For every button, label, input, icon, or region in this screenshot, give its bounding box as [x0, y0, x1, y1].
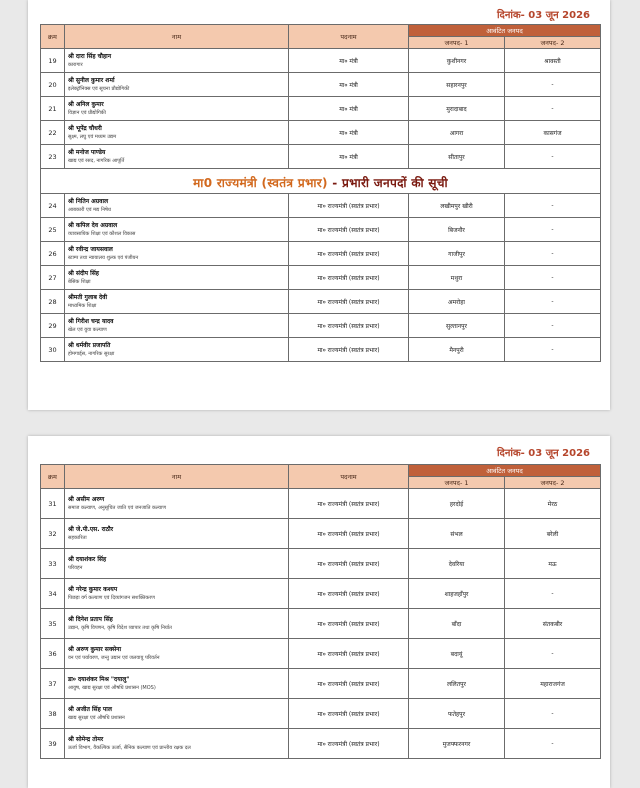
district-2: -: [505, 266, 601, 290]
district-2: -: [505, 699, 601, 729]
table-row: [41, 145, 601, 169]
minister-name: श्री नरेन्द्र कुमार कश्यप: [68, 585, 118, 593]
designation: मा० राज्यमंत्री (स्वतंत्र प्रभार): [289, 609, 409, 639]
district-2: मेरठ: [505, 489, 601, 519]
department: खेल एवं युवा कल्याण: [68, 326, 107, 333]
serial-number: 25: [41, 218, 65, 242]
table-body-ministers: [41, 49, 601, 169]
serial-number: 34: [41, 579, 65, 609]
serial-number: 26: [41, 242, 65, 266]
serial-number: 35: [41, 609, 65, 639]
minister-name: श्री कपिल देव अग्रवाल: [68, 221, 118, 229]
district-1: कुशीनगर: [409, 49, 505, 73]
table-row: [41, 242, 601, 266]
district-2: -: [505, 579, 601, 609]
designation: मा० राज्यमंत्री (स्वतंत्र प्रभार): [289, 489, 409, 519]
district-2: कासगंज: [505, 121, 601, 145]
serial-number: 32: [41, 519, 65, 549]
name-cell: [65, 194, 289, 218]
col-header-allotted-districts: आवंटित जनपद: [409, 465, 601, 477]
serial-number: 29: [41, 314, 65, 338]
designation: मा० राज्यमंत्री (स्वतंत्र प्रभार): [289, 669, 409, 699]
department: इलेक्ट्रॉनिक्स एवं सूचना प्रौद्योगिकी: [68, 85, 130, 92]
designation: मा० मंत्री: [289, 121, 409, 145]
table-row: [41, 218, 601, 242]
district-2: -: [505, 73, 601, 97]
district-1: संभल: [409, 519, 505, 549]
district-1: लखीमपुर खीरी: [409, 194, 505, 218]
col-header-post: पदनाम: [289, 465, 409, 489]
designation: मा० राज्यमंत्री (स्वतंत्र प्रभार): [289, 218, 409, 242]
district-2: -: [505, 97, 601, 121]
district-1: सहारनपुर: [409, 73, 505, 97]
section-heading: [193, 174, 448, 191]
district-2: -: [505, 194, 601, 218]
department: विज्ञान एवं प्रौद्योगिकी: [68, 109, 106, 116]
district-1: ललितपुर: [409, 669, 505, 699]
district-2: श्रावस्ती: [505, 49, 601, 73]
district-2: -: [505, 145, 601, 169]
state-minister-district-table: [40, 464, 601, 759]
name-cell: [65, 242, 289, 266]
serial-number: 21: [41, 97, 65, 121]
name-cell: [65, 549, 289, 579]
designation: मा० राज्यमंत्री (स्वतंत्र प्रभार): [289, 699, 409, 729]
name-cell: [65, 639, 289, 669]
minister-name: डा० दयाशंकर मिश्र "दयालु": [68, 675, 130, 683]
department: आयुष, खाद्य सुरक्षा एवं औषधि प्रशासन (MOS): [68, 684, 156, 691]
department: खाद्य एवं रसद, नागरिक आपूर्ति: [68, 157, 125, 164]
designation: मा० राज्यमंत्री (स्वतंत्र प्रभार): [289, 639, 409, 669]
col-header-allotted-districts: आवंटित जनपद: [409, 25, 601, 37]
serial-number: 37: [41, 669, 65, 699]
serial-number: 36: [41, 639, 65, 669]
document-page-2: [28, 436, 610, 788]
section-heading-row: [41, 169, 601, 194]
col-header-sn: क्रम: [41, 25, 65, 49]
minister-name: श्री दिनेश प्रताप सिंह: [68, 615, 113, 623]
district-2: -: [505, 729, 601, 759]
serial-number: 24: [41, 194, 65, 218]
table-row: [41, 97, 601, 121]
name-cell: [65, 290, 289, 314]
minister-name: श्री सोमेन्द्र तोमर: [68, 735, 104, 743]
table-body-state-ministers: [41, 194, 601, 362]
name-cell: [65, 218, 289, 242]
district-1: आगरा: [409, 121, 505, 145]
district-1: गाजीपुर: [409, 242, 505, 266]
document-page-1: [28, 0, 610, 410]
district-1: मैनपुरी: [409, 338, 505, 362]
minister-name: श्री दारा सिंह चौहान: [68, 52, 112, 60]
designation: मा० मंत्री: [289, 145, 409, 169]
minister-name: श्रीमती गुलाब देवी: [68, 293, 108, 301]
designation: मा० राज्यमंत्री (स्वतंत्र प्रभार): [289, 729, 409, 759]
minister-name: श्री असीम अरुण: [68, 495, 105, 503]
col-header-name: नाम: [65, 465, 289, 489]
table-row: [41, 489, 601, 519]
table-row: [41, 519, 601, 549]
department: वन एवं पर्यावरण, जन्तु उद्यान एवं जलवायु परिवर्तन: [68, 654, 160, 661]
name-cell: [65, 145, 289, 169]
district-1: अमरोहा: [409, 290, 505, 314]
serial-number: 23: [41, 145, 65, 169]
table-row: [41, 121, 601, 145]
minister-name: श्री अनिल कुमार: [68, 100, 104, 108]
name-cell: [65, 609, 289, 639]
section-heading-part-1: मा0 राज्यमंत्री (स्वतंत्र प्रभार): [193, 175, 328, 190]
district-1: बाँदा: [409, 609, 505, 639]
district-1: फतेहपुर: [409, 699, 505, 729]
designation: मा० राज्यमंत्री (स्वतंत्र प्रभार): [289, 519, 409, 549]
district-1: मुजफ्फरनगर: [409, 729, 505, 759]
department: ऊर्जा विभाग, वैकल्पिक ऊर्जा, सैनिक कल्याण एवं प्रान्तीय रक्षक दल: [68, 744, 191, 751]
col-header-district-1: जनपद- 1: [409, 37, 505, 49]
district-1: शाहजहाँपुर: [409, 579, 505, 609]
name-cell: [65, 266, 289, 290]
table-row: [41, 639, 601, 669]
designation: मा० राज्यमंत्री (स्वतंत्र प्रभार): [289, 314, 409, 338]
district-1: सुल्तानपुर: [409, 314, 505, 338]
department: परिवहन: [68, 564, 83, 571]
designation: मा० राज्यमंत्री (स्वतंत्र प्रभार): [289, 242, 409, 266]
designation: मा० मंत्री: [289, 49, 409, 73]
district-1: हरदोई: [409, 489, 505, 519]
department: माध्यमिक शिक्षा: [68, 302, 97, 309]
name-cell: [65, 519, 289, 549]
name-cell: [65, 97, 289, 121]
department: सूक्ष्म, लघु एवं मध्यम उद्यम: [68, 133, 117, 140]
district-2: महाराजगंज: [505, 669, 601, 699]
serial-number: 30: [41, 338, 65, 362]
table-row: [41, 290, 601, 314]
name-cell: [65, 314, 289, 338]
minister-name: श्री रवीन्द्र जायसवाल: [68, 245, 113, 253]
table-row: [41, 338, 601, 362]
department: सहकारिता: [68, 534, 87, 541]
designation: मा० मंत्री: [289, 73, 409, 97]
col-header-sn: क्रम: [41, 465, 65, 489]
serial-number: 38: [41, 699, 65, 729]
table-row: [41, 73, 601, 97]
serial-number: 31: [41, 489, 65, 519]
designation: मा० राज्यमंत्री (स्वतंत्र प्रभार): [289, 549, 409, 579]
minister-name: श्री दयाशंकर सिंह: [68, 555, 107, 563]
col-header-district-1: जनपद- 1: [409, 477, 505, 489]
district-2: -: [505, 242, 601, 266]
department: आबकारी एवं मद्य निषेध: [68, 206, 111, 213]
district-1: बिजनौर: [409, 218, 505, 242]
district-2: -: [505, 639, 601, 669]
table-row: [41, 699, 601, 729]
table-row: [41, 609, 601, 639]
table-row: [41, 49, 601, 73]
designation: मा० मंत्री: [289, 97, 409, 121]
designation: मा० राज्यमंत्री (स्वतंत्र प्रभार): [289, 338, 409, 362]
district-1: देवरिया: [409, 549, 505, 579]
col-header-district-2: जनपद- 2: [505, 477, 601, 489]
col-header-name: नाम: [65, 25, 289, 49]
table-row: [41, 579, 601, 609]
table-row: [41, 549, 601, 579]
serial-number: 28: [41, 290, 65, 314]
district-2: -: [505, 314, 601, 338]
department: उद्यान, कृषि विपणन, कृषि विदेश व्यापार तथा कृषि निर्यात: [68, 624, 172, 631]
designation: मा० राज्यमंत्री (स्वतंत्र प्रभार): [289, 290, 409, 314]
serial-number: 27: [41, 266, 65, 290]
serial-number: 39: [41, 729, 65, 759]
district-2: मऊ: [505, 549, 601, 579]
table-row: [41, 314, 601, 338]
department: होमगार्ड्स, नागरिक सुरक्षा: [68, 350, 115, 357]
section-heading-part-2: - प्रभारी जनपदों की सूची: [327, 175, 448, 190]
name-cell: [65, 669, 289, 699]
minister-name: श्री जे.पी.एस. राठौर: [68, 525, 114, 533]
minister-name: श्री अरुण कुमार सक्सेना: [68, 645, 122, 653]
minister-district-table: [40, 24, 601, 362]
designation: मा० राज्यमंत्री (स्वतंत्र प्रभार): [289, 194, 409, 218]
serial-number: 20: [41, 73, 65, 97]
page-date: दिनांक- 03 जून 2026: [496, 10, 590, 21]
table-row: [41, 194, 601, 218]
minister-name: श्री धर्मवीर प्रजापति: [68, 341, 111, 349]
serial-number: 22: [41, 121, 65, 145]
table-body-state-ministers: [41, 489, 601, 759]
district-2: बरेली: [505, 519, 601, 549]
district-2: -: [505, 218, 601, 242]
page-date: दिनांक- 03 जून 2026: [496, 448, 590, 459]
minister-name: श्री नितिन अग्रवाल: [68, 197, 109, 205]
district-1: मथुरा: [409, 266, 505, 290]
designation: मा० राज्यमंत्री (स्वतंत्र प्रभार): [289, 266, 409, 290]
department: समाज कल्याण, अनुसूचित जाति एवं जनजाति कल्याण: [68, 504, 166, 511]
serial-number: 33: [41, 549, 65, 579]
col-header-district-2: जनपद- 2: [505, 37, 601, 49]
name-cell: [65, 73, 289, 97]
district-2: -: [505, 338, 601, 362]
name-cell: [65, 489, 289, 519]
table-row: [41, 266, 601, 290]
district-2: संतकबीर: [505, 609, 601, 639]
name-cell: [65, 49, 289, 73]
minister-name: श्री भूपेंद्र चौधरी: [68, 124, 102, 132]
designation: मा० राज्यमंत्री (स्वतंत्र प्रभार): [289, 579, 409, 609]
name-cell: [65, 729, 289, 759]
name-cell: [65, 338, 289, 362]
department: पिछड़ा वर्ग कल्याण एवं दिव्यांगजन सशक्तिकरण: [68, 594, 155, 601]
district-1: बदायूं: [409, 639, 505, 669]
district-1: सीतापुर: [409, 145, 505, 169]
department: खाद्य सुरक्षा एवं औषधि प्रशासन: [68, 714, 125, 721]
department: कारागार: [68, 61, 83, 68]
district-2: -: [505, 290, 601, 314]
minister-name: श्री गिरीश चन्द्र यादव: [68, 317, 114, 325]
minister-name: श्री संदीप सिंह: [68, 269, 99, 277]
department: बेसिक शिक्षा: [68, 278, 91, 285]
minister-name: श्री सुनील कुमार शर्मा: [68, 76, 115, 84]
serial-number: 19: [41, 49, 65, 73]
table-row: [41, 669, 601, 699]
name-cell: [65, 579, 289, 609]
minister-name: श्री मनोज पाण्डेय: [68, 148, 106, 156]
name-cell: [65, 699, 289, 729]
minister-name: श्री अजीत सिंह पाल: [68, 705, 112, 713]
col-header-post: पदनाम: [289, 25, 409, 49]
district-1: मुरादाबाद: [409, 97, 505, 121]
name-cell: [65, 121, 289, 145]
department: व्यावसायिक शिक्षा एवं कौशल विकास: [68, 230, 136, 237]
department: स्टाम्प तथा न्यायालय शुल्क एवं पंजीयन: [68, 254, 139, 261]
table-row: [41, 729, 601, 759]
